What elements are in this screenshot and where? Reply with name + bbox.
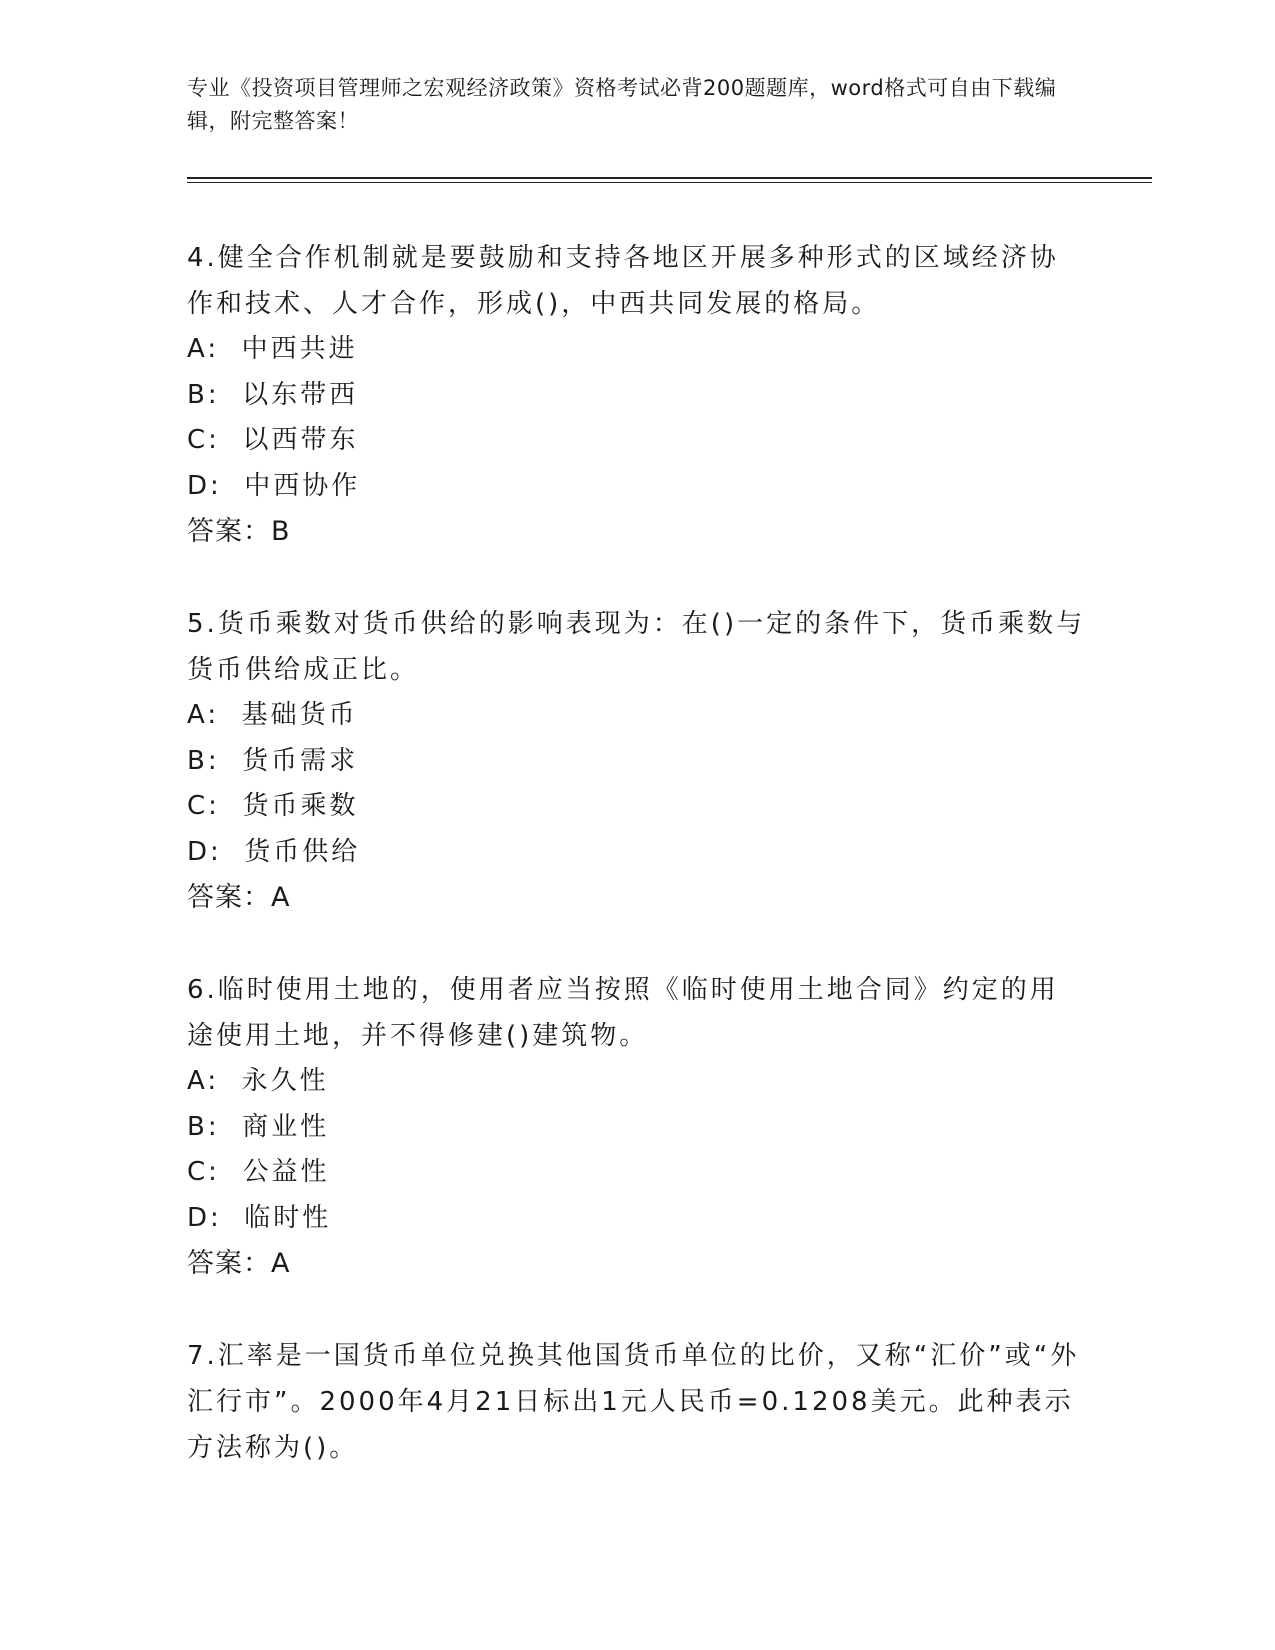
option-d: D: 货币供给 [187,836,361,867]
question-text: 7.汇率是一国货币单位兑换其他国货币单位的比价，又称“汇价”或“外汇行市”。2000年4月21日标出1元人民币=0.1208美元。此种表示方法称为()。 [187,1341,1080,1463]
question-text: 4.健全合作机制就是要鼓励和支持各地区开展多种形式的区域经济协作和技术、人才合作，形成()，中西共同发展的格局。 [187,243,1059,319]
option-d: D: 中西协作 [187,470,361,501]
answer: 答案：A [187,1248,291,1279]
option-b: B: 商业性 [187,1111,330,1142]
option-c: C: 货币乘数 [187,791,359,821]
question-7 [187,1333,1087,1471]
option-d: D: 临时性 [187,1202,332,1233]
question-5 [187,601,1087,921]
question-text: 5.货币乘数对货币供给的影响表现为：在()一定的条件下，货币乘数与货币供给成正比。 [187,609,1086,685]
option-a: A: 中西共进 [187,334,358,364]
option-a: A: 永久性 [187,1066,329,1096]
option-a: A: 基础货币 [187,700,358,730]
answer: 答案：B [187,516,291,547]
question-list [187,235,1087,1517]
question-4 [187,235,1087,555]
option-c: C: 以西带东 [187,425,359,455]
option-b: B: 货币需求 [187,745,359,776]
question-6 [187,967,1087,1287]
answer: 答案：A [187,882,291,913]
header-divider-thin [187,182,1152,183]
question-text: 6.临时使用土地的，使用者应当按照《临时使用土地合同》约定的用途使用土地，并不得修建()建筑物。 [187,975,1059,1051]
option-b: B: 以东带西 [187,379,359,410]
document-header: 专业《投资项目管理师之宏观经济政策》资格考试必背200题题库，word格式可自由下载编辑，附完整答案！ [187,76,1057,133]
header-divider-thick [187,177,1152,179]
option-c: C: 公益性 [187,1157,330,1187]
